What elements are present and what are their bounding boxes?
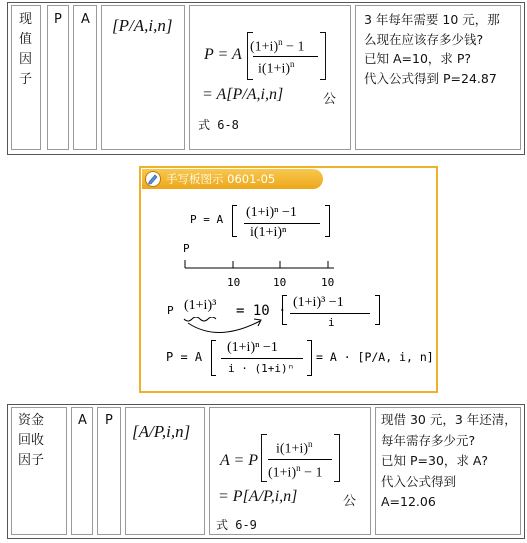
row1-given-cell [73,5,97,150]
row1-name-char: 现 [19,12,33,27]
row2-example-line: A=12.06 [381,494,436,509]
row1-name-char: 子 [19,72,33,87]
row1-formula-num-tail: − 1 [282,39,305,55]
board-eq3-right-bracket [307,340,312,376]
board-eq3-bar [221,358,303,359]
timeline [182,256,342,276]
row2-formula-num: i(1+i) [276,441,308,457]
row2-name-cell [11,407,67,535]
board-eq2-lhs: P [167,304,174,317]
row1-ref-suffix: 公 [323,92,337,107]
board-eq1-den: i(1+i)ⁿ [250,225,287,240]
row1-formula-num: (1+i) [250,39,279,55]
row2-formula-lhs: A = P [220,452,259,469]
row1-known-cell [47,5,69,150]
board-eq2-factor: (1+i)³ [184,298,217,313]
board-eq2-den: i [328,316,335,329]
row2-example-line: 已知 P=30，求 A? [381,453,489,468]
board-eq1-bar [244,223,320,224]
board-eq2-bar [290,313,370,314]
row2-formula-den-exp: n [296,463,301,473]
row2-formula-num-exp: n [308,439,313,449]
row2-right-bracket [334,434,340,482]
row2-known-cell [71,407,93,535]
row2-left-bracket [261,434,267,482]
row1-known: P [54,12,62,27]
row1-name-char: 因 [19,52,33,67]
board-eq3-num: (1+i)ⁿ −1 [227,340,278,355]
row2-name-line: 资金 [18,413,45,428]
timeline-tick-label: 10 [321,276,335,289]
board-eq2-right-bracket [375,295,380,325]
row1-formula-den-exp: n [290,59,295,69]
row2-ref-line: 式 6-9 [216,518,257,532]
board-curved-arrow [178,317,268,339]
row1-example-line: 么现在应该存多少钱? [364,31,484,47]
board-eq2-eq: = 10 · [236,303,287,319]
row2-known: A [78,413,87,428]
row2-name-line: 因子 [18,453,45,468]
row1-formula-den: i(1+i) [258,61,290,77]
board-eq3-den: i · (1+i)ⁿ [228,362,295,375]
board-eq2-num: (1+i)³ −1 [293,295,344,310]
row2-symbol-cell [125,407,205,535]
board-eq3-left-bracket [211,340,216,376]
board-eq1-lhs: P = A [190,213,224,226]
row1-name-char: 值 [19,32,33,47]
row1-example-line: 已知 A=10，求 P? [364,51,472,66]
row2-example-line: 现借 30 元，3 年还清， [381,412,517,427]
row1-formula-num-exp: n [278,37,283,47]
row1-name-cell [11,5,41,150]
board-eq2-left-bracket [282,295,287,325]
board-eq1-right-bracket [325,205,330,237]
row2-fraction-bar [268,459,332,460]
timeline-tick-label: 10 [273,276,287,289]
row1-right-bracket [320,32,326,80]
row2-given: P [105,413,113,428]
timeline-tick-label: 10 [227,276,241,289]
row1-example-line: 3 年每年需要 10 元，那 [364,12,500,27]
row2-example-cell [375,407,521,535]
row1-formula-lhs: P = A [204,46,242,63]
row2-name-line: 回收 [18,433,45,448]
row2-example-line: 每年需存多少元? [381,432,476,448]
row1-symbol-cell [101,5,185,150]
row1-symbol: [P/A,i,n] [112,16,173,35]
board-eq3-rhs: = A · [P/A, i, n] [316,350,434,364]
pen-icon [145,171,161,187]
row2-symbol: [A/P,i,n] [132,422,191,441]
board-eq1-left-bracket [232,205,237,237]
row2-formula-line2: = P[A/P,i,n] [218,488,298,505]
row1-example-line: 代入公式得到 P=24.87 [364,70,497,86]
row1-formula-cell [189,5,351,150]
row2-formula-cell [209,407,371,535]
row2-ref-suffix: 公 [343,494,357,509]
row1-ref-line: 式 6-8 [198,118,239,132]
row2-example-line: 代入公式得到 [381,473,457,489]
row1-formula-line2: = A[P/A,i,n] [202,86,284,103]
row2-formula-den-tail: − 1 [300,465,323,481]
row1-given: A [81,12,90,27]
row1-fraction-bar [253,56,318,57]
board-eq1-num: (1+i)ⁿ −1 [246,205,297,220]
board-tag-text: 手写板图示 0601-05 [166,172,276,186]
row1-example-cell [355,5,521,150]
timeline-start-label: P [183,242,190,255]
row2-given-cell [97,407,121,535]
board-eq3-lhs: P = A [166,350,203,364]
row2-formula-den: (1+i) [268,465,297,481]
